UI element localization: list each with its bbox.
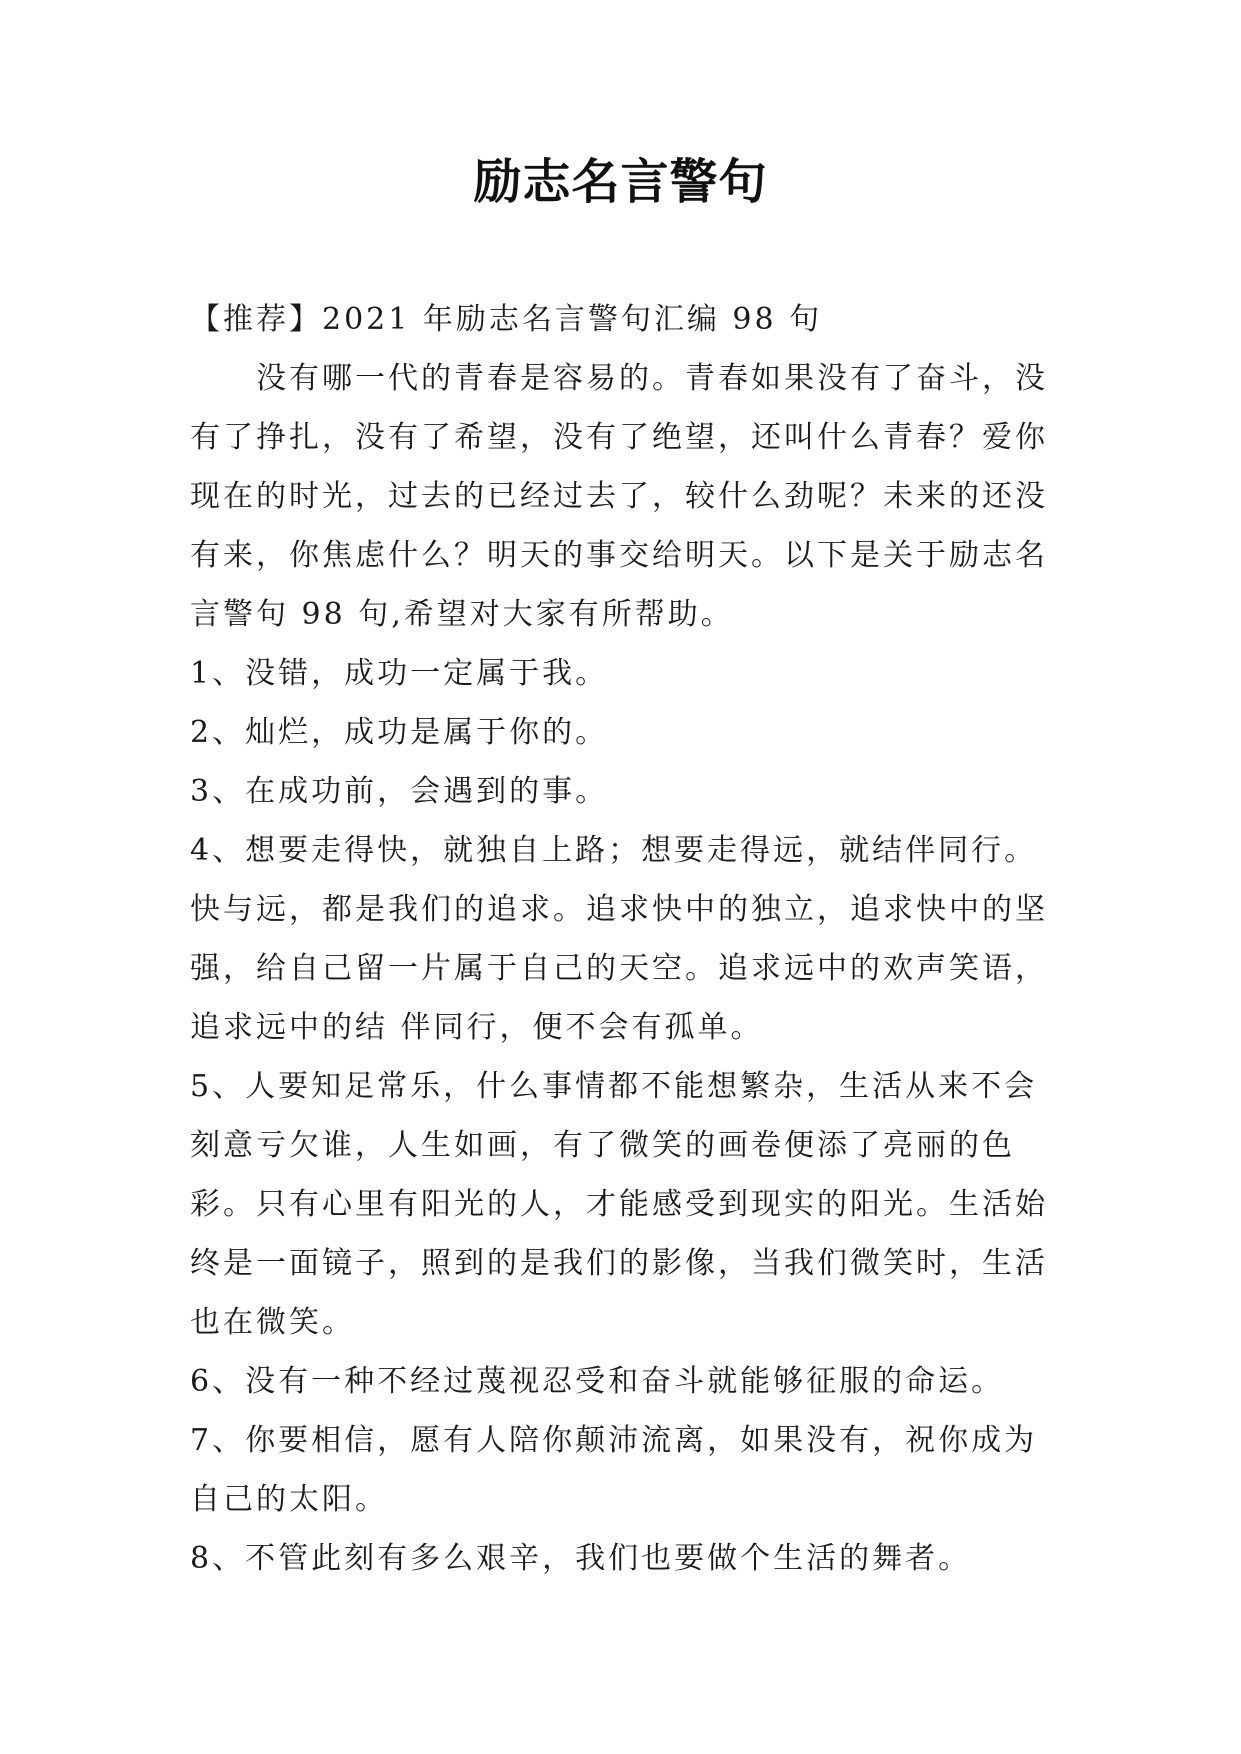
quote-item-2: 2、灿烂，成功是属于你的。 bbox=[190, 715, 609, 750]
quote-item-7: 7、你要相信，愿有人陪你颠沛流离，如果没有，祝你成为自己的太阳。 bbox=[190, 1423, 1038, 1517]
subtitle-line: 【推荐】2021 年励志名言警句汇编 98 句 bbox=[190, 302, 823, 337]
quote-item-6: 6、没有一种不经过蔑视忍受和奋斗就能够征服的命运。 bbox=[190, 1364, 1005, 1399]
intro-paragraph: 没有哪一代的青春是容易的。青春如果没有了奋斗，没有了挣扎，没有了希望，没有了绝望，还叫什么青春？爱你现在的时光，过去的已经过去了，较什么劲呢？未来的还没有来，你焦虑什么？明天的事交给明天。以下是关于励志名言警句 98 句,希望对大家有所帮助。 bbox=[190, 361, 1048, 632]
quote-item-3: 3、在成功前，会遇到的事。 bbox=[190, 774, 609, 809]
document-body bbox=[190, 290, 1070, 1588]
quote-item-1: 1、没错，成功一定属于我。 bbox=[190, 656, 609, 691]
quote-item-8: 8、不管此刻有多么艰辛，我们也要做个生活的舞者。 bbox=[190, 1541, 972, 1576]
document-title: 励志名言警句 bbox=[473, 154, 768, 210]
quote-item-4: 4、想要走得快，就独自上路；想要走得远，就结伴同行。快与远，都是我们的追求。追求快中的独立，追求快中的坚强，给自己留一片属于自己的天空。追求远中的欢声笑语，追求远中的结 伴同行，便不会有孤单。 bbox=[190, 833, 1048, 1045]
quote-item-5: 5、人要知足常乐，什么事情都不能想繁杂，生活从来不会刻意亏欠谁，人生如画，有了微笑的画卷便添了亮丽的色彩。只有心里有阳光的人，才能感受到现实的阳光。生活始终是一面镜子，照到的是我们的影像，当我们微笑时，生活也在微笑。 bbox=[190, 1069, 1048, 1340]
